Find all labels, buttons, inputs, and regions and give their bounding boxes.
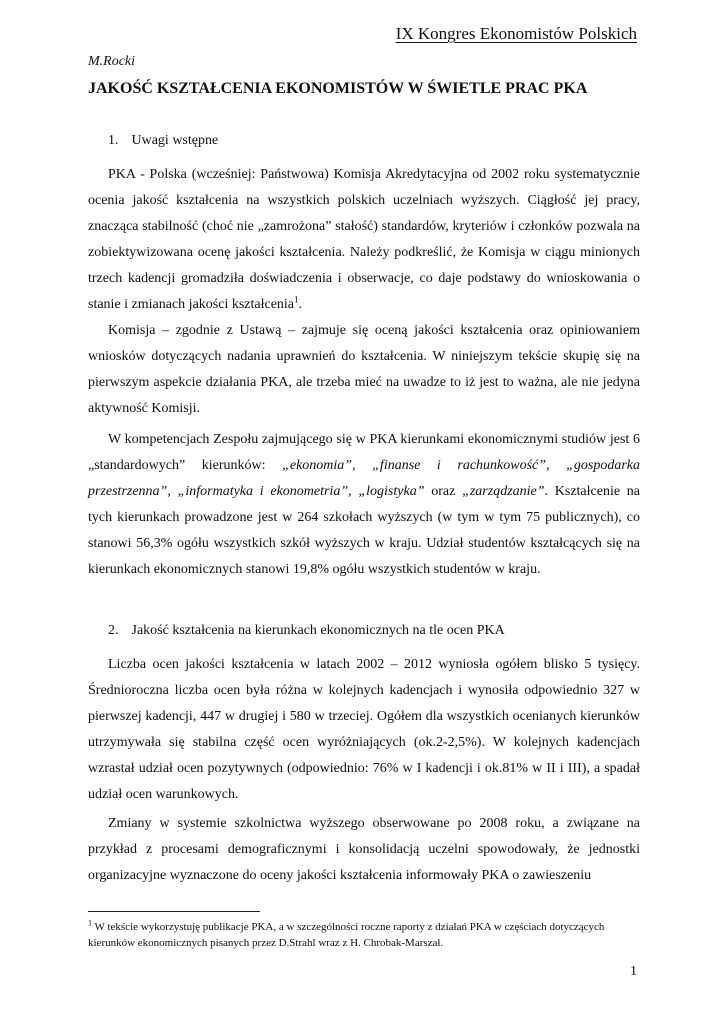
paragraph-text: W kompetencjach Zespołu zajmującego się w PKA kierunkami ekonomicznymi studiów jest 6 „standardowych” kierunków: (88, 432, 640, 473)
paragraph (88, 318, 640, 422)
document-title: JAKOŚĆ KSZTAŁCENIA EKONOMISTÓW W ŚWIETLE PRAC PKA (88, 80, 588, 97)
footnote-text: W tekście wykorzystuję publikacje PKA, a w szczególności roczne raporty z działań PKA w częściach dotyczących kierunków ekonomicznych pisanych przez D.Strahl wraz z H. Chrobak-Marszał. (88, 921, 605, 949)
section-heading-1 (108, 133, 218, 149)
running-header: IX Kongres Ekonomistów Polskich (395, 24, 637, 43)
footnote-separator (88, 911, 260, 912)
footnote-marker: 1 (88, 918, 92, 928)
section-heading-2 (108, 623, 505, 639)
paragraph (88, 427, 640, 582)
page-number: 1 (630, 964, 637, 979)
paragraph-text: Zmiany w systemie szkolnictwa wyższego obserwowane po 2008 roku, a związane na przykład z procesami demograficznymi i konsolidacją uczelni spowodowały, że jednostki organizacyjne wyznaczone do oceny jakości kształcenia informowały PKA o zawieszeniu (88, 816, 640, 883)
section-number: 1. (108, 133, 119, 148)
paragraph (88, 652, 640, 807)
footnote-reference: 1 (294, 293, 299, 304)
author-name: M.Rocki (88, 54, 136, 69)
paragraph-text: PKA - Polska (wcześniej: Państwowa) Komisja Akredytacyjna od 2002 roku systematycznie ocenia jakość kształcenia na wszystkich polskich uczelniach wyższych. Ciągłość jej pracy, znacząca stabilność (choć nie „zamrożona” stałość) standardów, kryteriów i członków pozwala na zobiektywizowana ocenę jakości kształcenia. Należy podkreślić, że Komisja w ciągu minionych trzech kadencji gromadziła doświadczenia i obserwacje, co daje podstawy do wnioskowania o stanie i zmianach jakości kształcenia (88, 167, 640, 312)
paragraph-text: Liczba ocen jakości kształcenia w latach 2002 – 2012 wyniosła ogółem blisko 5 tysięcy. Średnioroczna liczba ocen była różna w kolejnych kadencjach i wynosiła odpowiednio 327 w pierwszej kadencji, 447 w drugiej i 580 w trzeciej. Ogółem dla wszystkich ocenianych kierunków utrzymywała się stabilna część ocen wyróżniających (ok.2-2,5%). W kolejnych kadencjach wzrastał udział ocen pozytywnych (odpowiednio: 76% w I kadencji i ok.81% w II i III), a spadał udział ocen warunkowych. (88, 657, 640, 802)
section-title: Jakość kształcenia na kierunkach ekonomicznych na tle ocen PKA (131, 623, 505, 638)
section-number: 2. (108, 623, 119, 638)
paragraph-text: . (298, 296, 303, 312)
paragraph-text: Komisja – zgodnie z Ustawą – zajmuje się oceną jakości kształcenia oraz opiniowaniem wniosków dotyczących nadania uprawnień do kształcenia. W niniejszym tekście skupię się na pierwszym aspekcie działania PKA, ale trzeba mieć na uwadze to iż jest to ważna, ale nie jedyna aktywność Komisji. (88, 323, 640, 416)
paragraph (88, 811, 640, 889)
paragraph-text-italic: „ekonomia”, „finanse i rachunkowość”, „gospodarka przestrzenna”, „informatyka i ekonometria”, „logistyka” (88, 457, 640, 499)
paragraph-text: oraz (424, 483, 463, 499)
section-title: Uwagi wstępne (131, 133, 219, 148)
paragraph-text: . Kształcenie na tych kierunkach prowadzone jest w 264 szkołach wyższych (w tym w tym 75 publicznych), co stanowi 56,3% ogółu wszystkich szkół wyższych w kraju. Udział studentów kształcących się na kierunkach ekonomicznych stanowi 19,8% ogółu wszystkich studentów w kraju. (88, 483, 641, 577)
paragraph-text-italic: „zarządzanie” (462, 483, 545, 499)
footnote (88, 920, 640, 951)
paragraph (88, 162, 640, 317)
